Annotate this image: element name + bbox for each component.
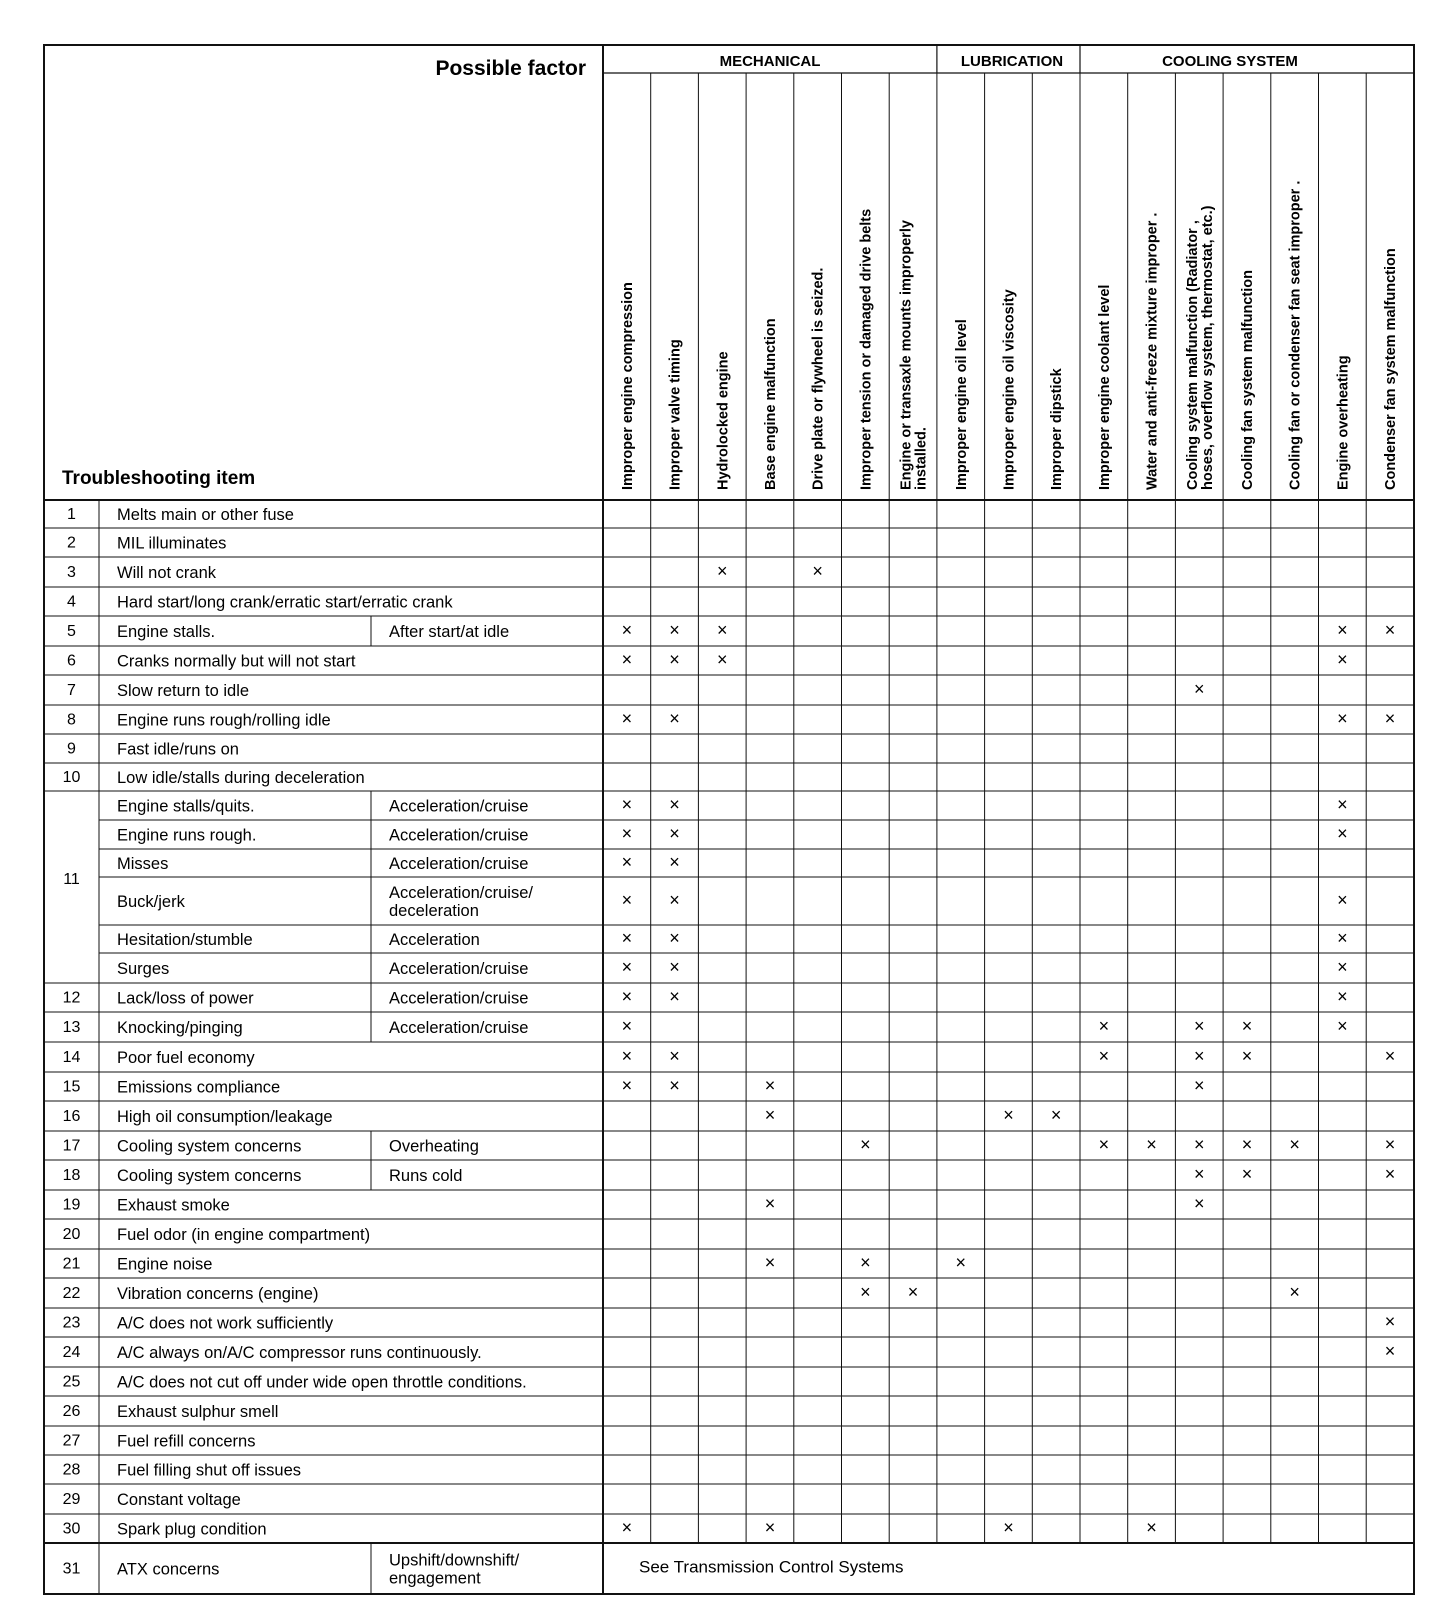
- factor-mark: ×: [621, 1046, 633, 1066]
- row-number: 26: [62, 1403, 81, 1420]
- row-number: 4: [67, 593, 76, 611]
- row-number: 10: [62, 769, 81, 786]
- row-number: 8: [67, 711, 76, 729]
- factor-mark: ×: [669, 649, 680, 670]
- row-number: 6: [67, 652, 76, 670]
- row-condition: Acceleration/cruise: [389, 855, 529, 873]
- row-number: 14: [62, 1049, 81, 1066]
- factor-column-label: Improper engine compression: [619, 282, 636, 490]
- factor-column-header: [1049, 367, 1065, 490]
- troubleshooting-item-title: Troubleshooting item: [62, 468, 256, 489]
- row-number: 3: [67, 564, 76, 581]
- row-number: 24: [62, 1344, 81, 1361]
- row-item: Poor fuel economy: [117, 1049, 255, 1067]
- factor-mark: ×: [621, 928, 633, 948]
- row-number: 30: [62, 1520, 81, 1538]
- row-number: 5: [67, 623, 76, 640]
- row-number: 20: [62, 1226, 81, 1243]
- row-item: Hard start/long crank/erratic start/erratic crank: [117, 593, 453, 612]
- factor-column-label: Cooling fan system malfunction: [1239, 270, 1256, 490]
- factor-mark: ×: [1050, 1105, 1062, 1125]
- factor-column-label: Water and anti-freeze mixture improper .: [1144, 212, 1161, 490]
- factor-mark: ×: [669, 708, 680, 729]
- factor-mark: ×: [764, 1193, 776, 1214]
- factor-mark: ×: [621, 1016, 633, 1036]
- factor-mark: ×: [1193, 679, 1205, 699]
- factor-mark: ×: [1384, 1134, 1396, 1155]
- row-number: 25: [62, 1373, 81, 1391]
- row-number: 11: [63, 871, 80, 888]
- row-number: 27: [62, 1432, 81, 1450]
- row-number: 29: [62, 1491, 81, 1508]
- row-item: Misses: [117, 855, 169, 873]
- row-item: Engine runs rough.: [117, 826, 257, 845]
- factor-mark: ×: [1241, 1164, 1253, 1184]
- row-number: 18: [62, 1167, 81, 1184]
- factor-mark: ×: [1337, 620, 1348, 640]
- row-item: Fuel refill concerns: [117, 1432, 256, 1451]
- row-condition: Upshift/downshift/: [389, 1551, 520, 1570]
- row-number: 19: [62, 1196, 81, 1214]
- row-condition: Acceleration/cruise: [389, 797, 529, 816]
- factor-column-label: installed.: [913, 427, 930, 490]
- factor-mark: ×: [1193, 1134, 1205, 1155]
- row-item: Engine noise: [117, 1255, 213, 1274]
- row-item: Exhaust sulphur smell: [117, 1403, 279, 1421]
- factor-column-header: [1097, 285, 1113, 490]
- row-note: See Transmission Control Systems: [639, 1557, 904, 1577]
- factor-mark: ×: [621, 890, 633, 910]
- factor-mark: ×: [669, 794, 680, 815]
- row-item: Surges: [117, 960, 170, 978]
- row-item: Engine stalls/quits.: [117, 797, 255, 816]
- factor-mark: ×: [764, 1075, 776, 1096]
- factor-mark: ×: [860, 1134, 871, 1155]
- factor-mark: ×: [1337, 890, 1348, 910]
- group-lubrication: LUBRICATION: [960, 53, 1064, 70]
- row-item: Constant voltage: [117, 1491, 241, 1509]
- factor-column-label: Engine overheating: [1335, 355, 1352, 490]
- row-number: 1: [67, 506, 76, 523]
- row-condition: Acceleration/cruise: [389, 826, 529, 845]
- factor-mark: ×: [621, 852, 633, 872]
- factor-mark: ×: [1098, 1134, 1110, 1155]
- row-condition: Runs cold: [389, 1167, 463, 1185]
- row-number: 2: [67, 534, 76, 552]
- factor-mark: ×: [1337, 928, 1348, 948]
- row-item: Engine runs rough/rolling idle: [117, 711, 331, 730]
- row-number: 17: [62, 1137, 81, 1155]
- factor-marks: [622, 561, 1396, 1538]
- row-number: 7: [67, 682, 76, 699]
- row-condition: Overheating: [389, 1137, 479, 1156]
- factor-column-label: Hydrolocked engine: [715, 351, 732, 490]
- factor-mark: ×: [669, 620, 680, 640]
- factor-mark: ×: [1384, 1046, 1396, 1066]
- factor-mark: ×: [621, 794, 633, 815]
- factor-mark: ×: [812, 561, 823, 581]
- factor-mark: ×: [716, 620, 728, 640]
- row-number: 22: [62, 1285, 81, 1302]
- factor-mark: ×: [1337, 649, 1348, 670]
- group-mechanical: MECHANICAL: [719, 53, 821, 70]
- factor-column-label: Condenser fan system malfunction: [1383, 248, 1400, 490]
- factor-mark: ×: [1193, 1164, 1205, 1184]
- factor-mark: ×: [1384, 1341, 1396, 1361]
- row-condition: engagement: [389, 1569, 481, 1588]
- factor-mark: ×: [1337, 708, 1348, 729]
- row-item: Low idle/stalls during deceleration: [117, 769, 365, 787]
- factor-column-header: [620, 282, 636, 490]
- factor-column-header: [668, 339, 684, 490]
- factor-mark: ×: [1337, 1016, 1348, 1036]
- row-condition: Acceleration/cruise/: [389, 884, 533, 902]
- factor-column-label: Improper valve timing: [667, 339, 684, 490]
- row-item: High oil consumption/leakage: [117, 1108, 333, 1126]
- factor-column-header: [1288, 181, 1304, 490]
- factor-mark: ×: [955, 1252, 967, 1273]
- factor-mark: ×: [669, 928, 680, 948]
- factor-column-header: [899, 220, 930, 490]
- factor-column-header: [1185, 205, 1216, 490]
- factor-column-label: Base engine malfunction: [762, 318, 779, 490]
- row-condition: After start/at idle: [389, 623, 510, 641]
- factor-mark: ×: [1241, 1134, 1253, 1155]
- row-item: Cooling system concerns: [117, 1137, 302, 1156]
- factor-mark: ×: [1337, 823, 1348, 844]
- row-number: 12: [62, 989, 81, 1007]
- row-item: Fuel filling shut off issues: [117, 1461, 302, 1480]
- group-cooling-system: COOLING SYSTEM: [1162, 53, 1298, 70]
- row-item: Cooling system concerns: [117, 1167, 302, 1185]
- row-item: Slow return to idle: [117, 682, 250, 700]
- factor-column-header: [1145, 213, 1161, 490]
- row-number: 21: [62, 1255, 81, 1273]
- factor-column-header: [954, 319, 970, 490]
- row-item: Fuel odor (in engine compartment): [117, 1226, 371, 1244]
- factor-mark: ×: [1289, 1282, 1300, 1302]
- factor-mark: ×: [1146, 1134, 1157, 1155]
- row-condition: Acceleration: [389, 931, 480, 949]
- row-item: A/C does not cut off under wide open throttle conditions.: [117, 1373, 527, 1392]
- factor-mark: ×: [1384, 1164, 1396, 1184]
- row-condition: Acceleration/cruise: [389, 989, 529, 1008]
- factor-mark: ×: [1003, 1517, 1014, 1538]
- factor-mark: ×: [669, 823, 680, 844]
- row-item: Lack/loss of power: [117, 989, 254, 1008]
- factor-column-header: [1240, 270, 1256, 490]
- row-condition: Acceleration/cruise: [389, 960, 529, 978]
- factor-mark: ×: [621, 986, 633, 1007]
- factor-column-header: [763, 318, 779, 490]
- factor-mark: ×: [1146, 1517, 1157, 1538]
- row-item: ATX concerns: [117, 1560, 220, 1579]
- row-item: Melts main or other fuse: [117, 506, 294, 524]
- row-item: Exhaust smoke: [117, 1196, 230, 1215]
- factor-mark: ×: [669, 1046, 680, 1066]
- troubleshooting-rows: [63, 506, 904, 1588]
- factor-mark: ×: [1337, 957, 1348, 977]
- factor-mark: ×: [669, 890, 680, 910]
- factor-mark: ×: [1193, 1193, 1205, 1214]
- row-number: 15: [62, 1078, 81, 1096]
- factor-mark: ×: [621, 1075, 633, 1096]
- factor-column-label: Cooling fan or condenser fan seat improper .: [1287, 180, 1304, 490]
- row-item: Vibration concerns (engine): [117, 1285, 319, 1303]
- row-number: 31: [62, 1560, 81, 1578]
- row-condition: deceleration: [389, 902, 479, 920]
- factor-mark: ×: [621, 823, 633, 844]
- factor-mark: ×: [669, 957, 680, 977]
- factor-mark: ×: [1098, 1046, 1110, 1066]
- row-item: Spark plug condition: [117, 1520, 267, 1539]
- factor-column-header: [715, 351, 731, 490]
- possible-factor-title: Possible factor: [435, 57, 586, 80]
- factor-column-label: Cooling system malfunction (Radiator ,: [1184, 220, 1201, 490]
- factor-mark: ×: [1289, 1134, 1300, 1155]
- factor-mark: ×: [860, 1282, 871, 1302]
- row-item: Emissions compliance: [117, 1078, 281, 1097]
- factor-mark: ×: [1003, 1105, 1014, 1125]
- factor-mark: ×: [1384, 708, 1396, 729]
- row-item: MIL illuminates: [117, 534, 227, 553]
- row-item: A/C always on/A/C compressor runs continuously.: [117, 1344, 482, 1362]
- factor-column-header: [858, 209, 874, 490]
- row-item: Cranks normally but will not start: [117, 652, 356, 671]
- factor-mark: ×: [621, 1517, 633, 1538]
- factor-mark: ×: [1337, 986, 1348, 1007]
- factor-mark: ×: [860, 1252, 871, 1273]
- factor-mark: ×: [716, 561, 728, 581]
- row-number: 28: [62, 1461, 81, 1479]
- row-item: Hesitation/stumble: [117, 931, 253, 949]
- factor-mark: ×: [1384, 1311, 1396, 1332]
- factor-column-label: Engine or transaxle mounts improperly: [898, 220, 915, 490]
- factor-mark: ×: [621, 957, 633, 977]
- factor-mark: ×: [669, 1075, 680, 1096]
- factor-mark: ×: [669, 852, 680, 872]
- factor-mark: ×: [621, 649, 633, 670]
- row-number: 9: [67, 740, 76, 758]
- factor-mark: ×: [1241, 1016, 1253, 1036]
- factor-mark: ×: [1193, 1046, 1205, 1066]
- row-number: 13: [62, 1019, 81, 1036]
- factor-mark: ×: [1241, 1046, 1253, 1066]
- row-item: Fast idle/runs on: [117, 740, 239, 759]
- factor-mark: ×: [716, 649, 728, 670]
- row-condition: Acceleration/cruise: [389, 1019, 529, 1037]
- factor-column-label: Improper tension or damaged drive belts: [858, 208, 875, 490]
- factor-column-label: Drive plate or flywheel is seized.: [810, 267, 827, 490]
- factor-column-label: Improper engine coolant level: [1096, 284, 1113, 490]
- factor-mark: ×: [764, 1517, 776, 1538]
- factor-mark: ×: [1098, 1016, 1110, 1036]
- factor-column-header: [811, 268, 827, 490]
- factor-column-label: Improper dipstick: [1049, 368, 1066, 490]
- factor-mark: ×: [764, 1105, 776, 1125]
- row-item: A/C does not work sufficiently: [117, 1314, 334, 1333]
- row-item: Buck/jerk: [117, 893, 185, 911]
- factor-column-label: Improper engine oil viscosity: [1001, 289, 1018, 490]
- row-number: 16: [62, 1108, 81, 1125]
- factor-mark: ×: [1193, 1075, 1205, 1096]
- factor-mark: ×: [1384, 620, 1396, 640]
- factor-column-header: [1335, 355, 1351, 490]
- factor-column-header: [1383, 248, 1399, 490]
- row-item: Will not crank: [117, 564, 217, 582]
- row-item: Knocking/pinging: [117, 1019, 243, 1037]
- factor-column-headers: [620, 181, 1399, 490]
- factor-mark: ×: [1337, 794, 1348, 815]
- row-number: 23: [62, 1314, 81, 1332]
- factor-mark: ×: [621, 620, 633, 640]
- factor-mark: ×: [764, 1252, 776, 1273]
- row-item: Engine stalls.: [117, 623, 216, 641]
- factor-mark: ×: [907, 1282, 919, 1302]
- factor-column-header: [1001, 289, 1017, 490]
- factor-mark: ×: [621, 708, 633, 729]
- factor-mark: ×: [1193, 1016, 1205, 1036]
- factor-column-label: Improper engine oil level: [953, 319, 970, 490]
- factor-mark: ×: [669, 986, 680, 1007]
- factor-column-label: hoses, overflow system, thermostat, etc.): [1199, 205, 1216, 490]
